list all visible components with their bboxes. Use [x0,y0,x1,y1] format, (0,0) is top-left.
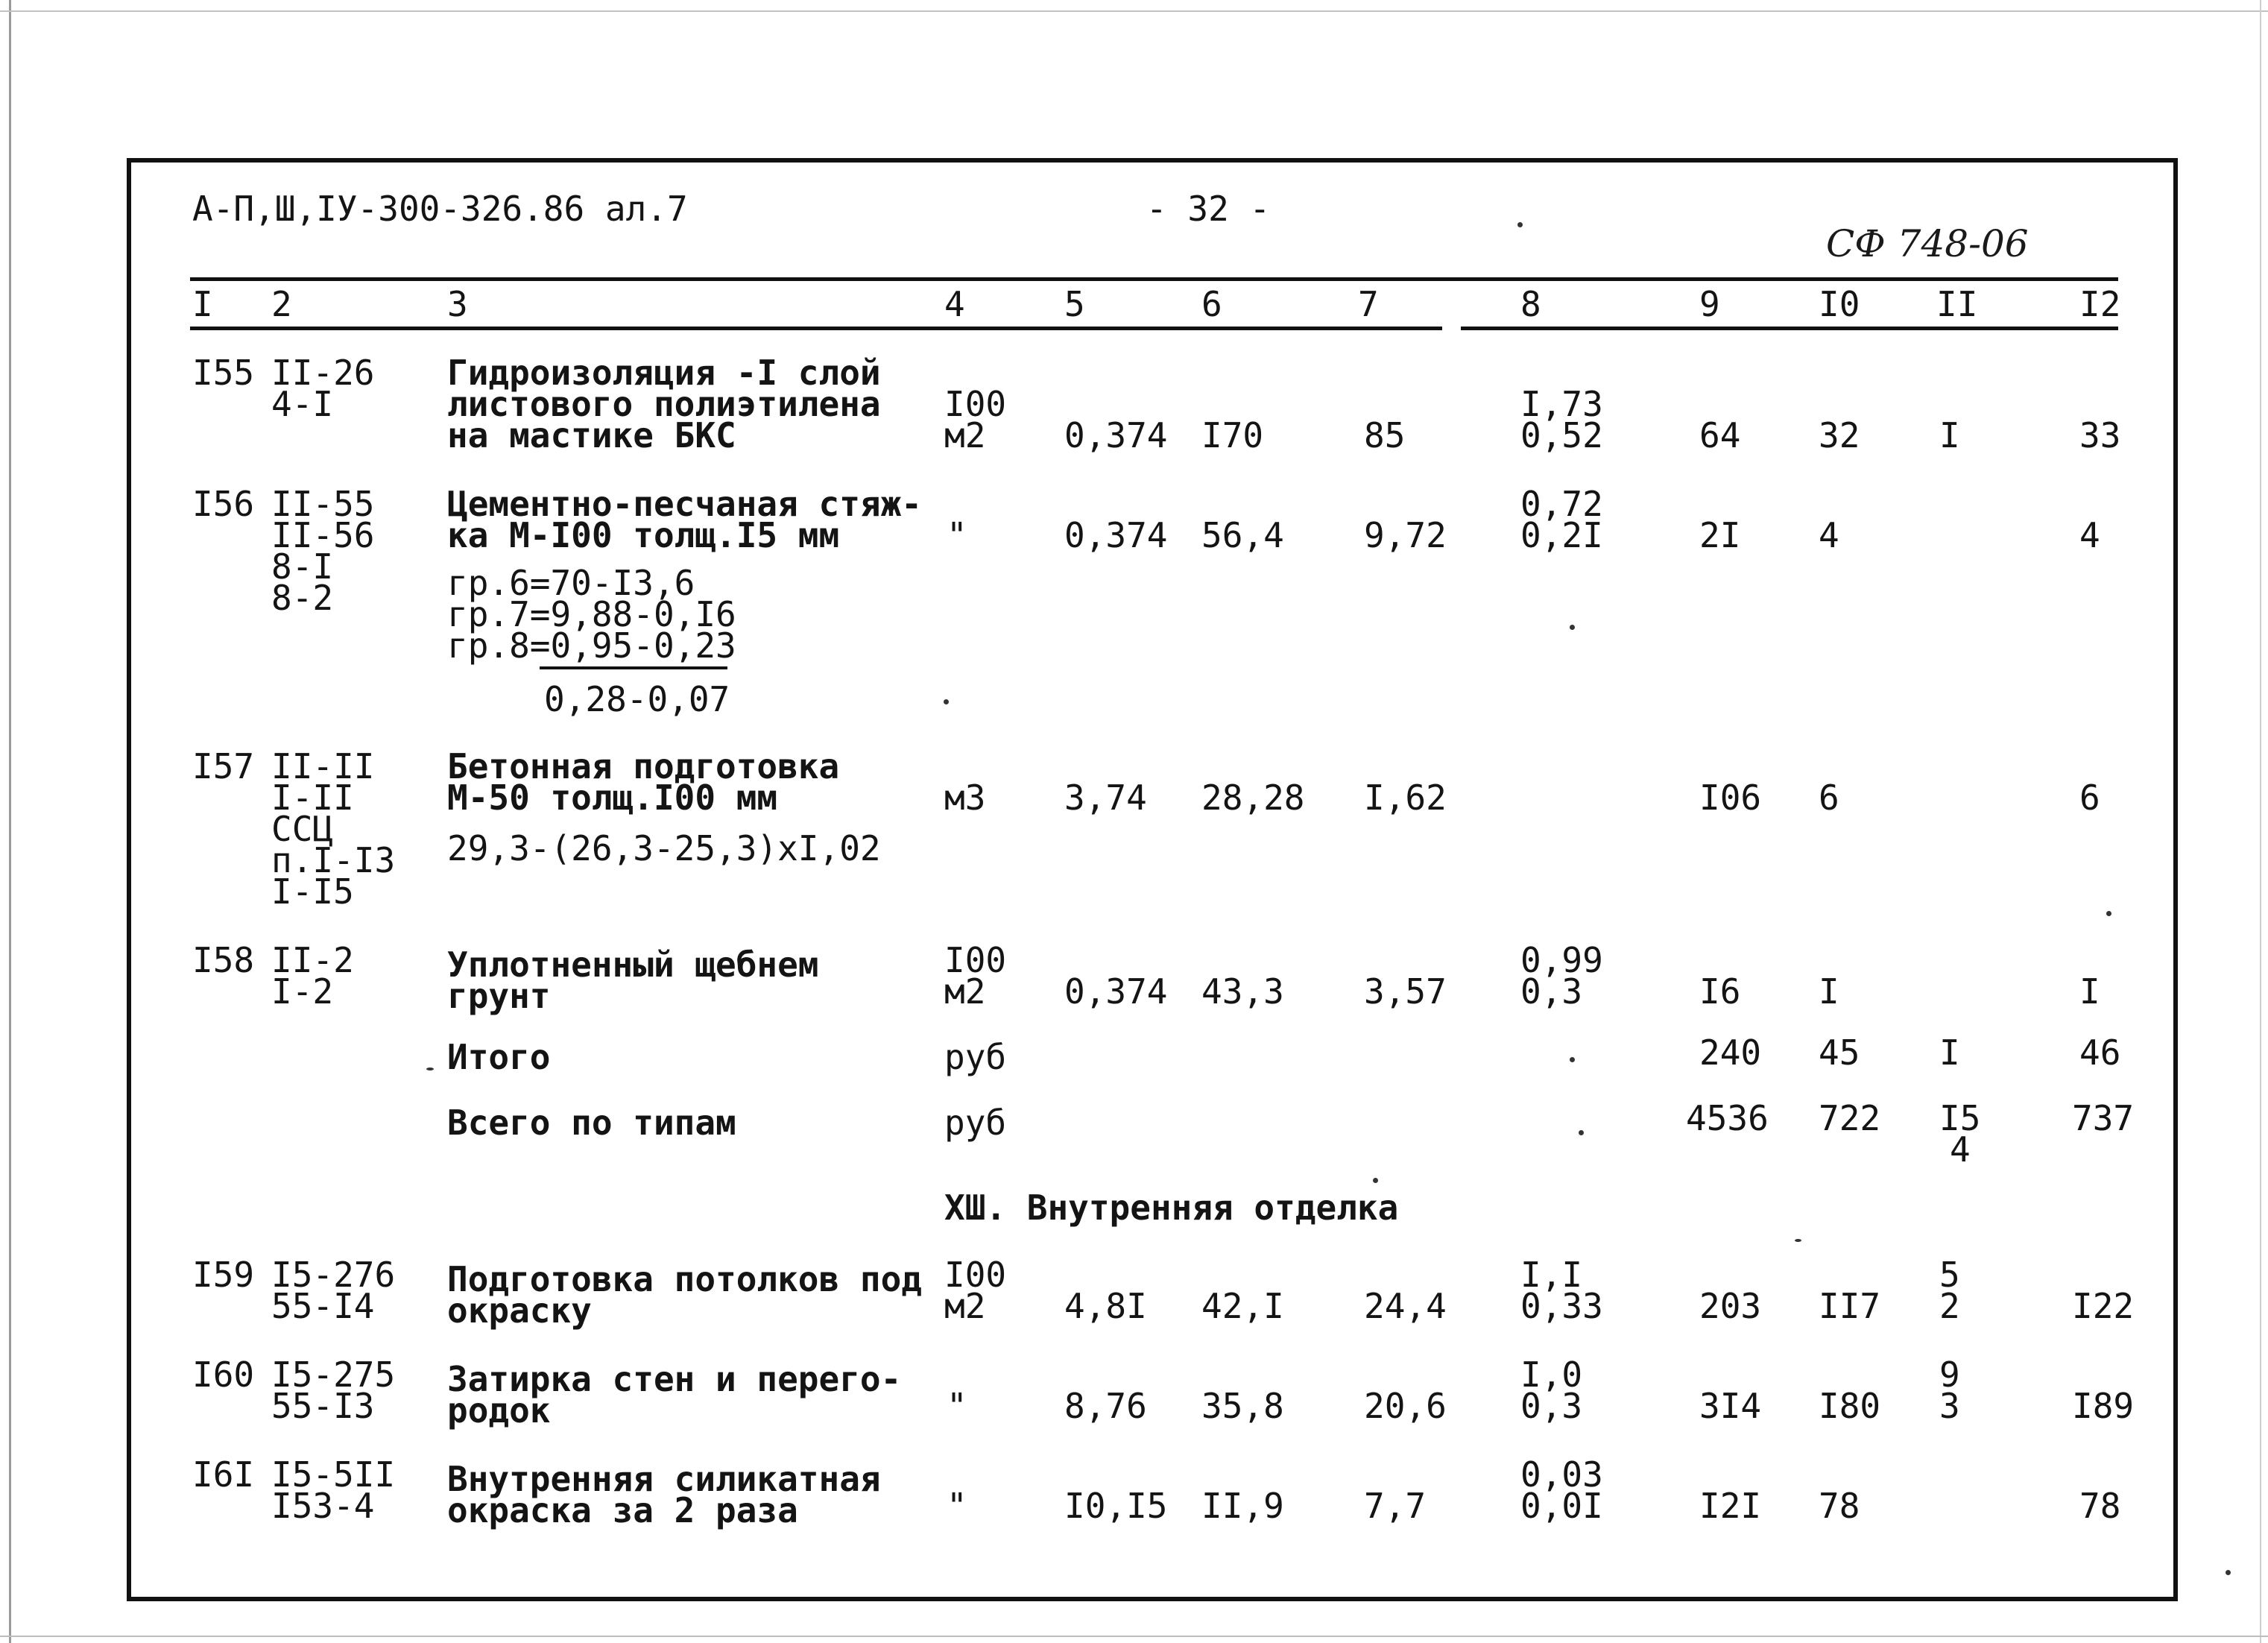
cell-value: 4 [2079,515,2100,555]
norm-code: I-II [271,778,354,818]
cell-value: 737 [2072,1098,2135,1138]
scan-edge [2260,0,2261,1643]
row-number: I55 [192,353,255,393]
cell-value: I22 [2072,1286,2135,1326]
scan-edge [9,0,11,1643]
page-frame [127,158,2178,1601]
calculation-result: 0,28-0,07 [544,679,730,719]
norm-code: I53-4 [271,1486,375,1526]
work-description: Бетонная подготовка [447,746,840,786]
page-number: - 32 - [1146,189,1271,229]
row-number: I57 [192,746,255,786]
cell-value: 6 [1819,778,1839,818]
unit: " [947,1486,967,1526]
handwritten-reference: СФ 748-06 [1826,222,2029,265]
cell-value: 0,2I [1520,515,1603,555]
scan-speck [1570,625,1575,630]
cell-value: I2I [1699,1486,1762,1526]
cell-value: I6 [1699,971,1741,1012]
cell-value: 0,99 [1520,940,1603,980]
scan-speck [2106,911,2111,916]
total-label: Всего по типам [447,1103,736,1143]
unit: руб [944,1103,1007,1143]
scan-speck [1373,1178,1378,1183]
scan-speck [426,1068,434,1070]
work-description: окраску [447,1290,592,1331]
cell-value: 4536 [1686,1098,1769,1138]
norm-code: II-56 [271,515,375,555]
calculation-note: гр.7=9,88-0,I6 [447,594,736,634]
work-description: Внутренняя силикатная [447,1459,881,1499]
column-header: 7 [1358,284,1379,324]
unit: м2 [944,415,986,455]
norm-code: п.I-I3 [271,840,396,880]
norm-code: 8-I [271,546,334,587]
norm-code: II-55 [271,484,375,524]
cell-value: 78 [1819,1486,1860,1526]
cell-value: II,9 [1201,1486,1284,1526]
cell-value: 0,3 [1520,1386,1583,1426]
unit: I00 [944,384,1007,424]
norm-code: 55-I4 [271,1286,375,1326]
cell-value: I,I [1520,1255,1583,1295]
quantity: I0,I5 [1064,1486,1168,1526]
cell-value: II7 [1819,1286,1881,1326]
cell-value: 3I4 [1699,1386,1762,1426]
norm-code: I-2 [271,971,334,1012]
subtotal-label: Итого [447,1037,551,1077]
norm-code: I5-5II [271,1454,396,1495]
unit: м2 [944,971,986,1012]
cell-value: 35,8 [1201,1386,1284,1426]
scan-speck [2226,1570,2231,1575]
row-number: I6I [192,1454,255,1495]
cell-value: I06 [1699,778,1762,818]
cell-value: 9 [1939,1355,1960,1395]
cell-value: 5 [1939,1255,1960,1295]
work-description: родок [447,1390,551,1431]
cell-value: 4 [1950,1129,1971,1170]
norm-code: I5-276 [271,1255,396,1295]
column-header: 4 [944,284,965,324]
column-header: 6 [1201,284,1222,324]
row-number: I58 [192,940,255,980]
cell-value: 3 [1939,1386,1960,1426]
scan-speck [944,699,949,704]
cell-value: 0,3 [1520,971,1583,1012]
cell-value: I,62 [1364,778,1447,818]
norm-code: 55-I3 [271,1386,375,1426]
cell-value: 0,0I [1520,1486,1603,1526]
unit: руб [944,1037,1007,1077]
cell-value: I,73 [1520,384,1603,424]
cell-value: I,0 [1520,1355,1583,1395]
norm-code: ССЦ [271,809,334,849]
norm-code: 8-2 [271,578,334,618]
cell-value: I [2079,971,2100,1012]
scan-edge [0,10,2268,12]
cell-value: 32 [1819,415,1860,455]
cell-value: 24,4 [1364,1286,1447,1326]
scan-edge [0,1636,2268,1637]
calculation-note: гр.8=0,95-0,23 [447,625,736,666]
quantity: 4,8I [1064,1286,1147,1326]
cell-value: 64 [1699,415,1741,455]
cell-value: 9,72 [1364,515,1447,555]
header-rule-bottom [1461,327,2118,330]
quantity: 0,374 [1064,515,1168,555]
cell-value: 0,52 [1520,415,1603,455]
unit: м2 [944,1286,986,1326]
column-header: II [1936,284,1978,324]
cell-value: I [1939,1032,1960,1073]
header-rule-bottom [190,327,1442,330]
norm-code: I5-275 [271,1355,396,1395]
scan-speck [1517,222,1523,227]
column-header: I2 [2079,284,2121,324]
section-heading: ХШ. Внутренняя отделка [944,1188,1399,1228]
cell-value: 46 [2079,1032,2121,1073]
quantity: 0,374 [1064,415,1168,455]
cell-value: 0,33 [1520,1286,1603,1326]
cell-value: 4 [1819,515,1839,555]
norm-code: II-II [271,746,375,786]
column-header: 9 [1699,284,1720,324]
norm-code: 4-I [271,384,334,424]
column-header: I [192,284,213,324]
work-description: листового полиэтилена [447,384,881,424]
cell-value: 20,6 [1364,1386,1447,1426]
cell-value: 43,3 [1201,971,1284,1012]
cell-value: 2 [1939,1286,1960,1326]
unit: " [947,515,967,555]
cell-value: 28,28 [1201,778,1305,818]
row-number: I56 [192,484,255,524]
unit: " [947,1386,967,1426]
cell-value: 2I [1699,515,1741,555]
work-description: грунт [447,976,551,1016]
work-description: Уплотненный щебнем [447,945,819,985]
unit: м3 [944,778,986,818]
cell-value: I [1819,971,1839,1012]
cell-value: 0,03 [1520,1454,1603,1495]
work-description: на мастике БКС [447,415,736,455]
cell-value: 0,72 [1520,484,1603,524]
cell-value: I89 [2072,1386,2135,1426]
calculation-note: 29,3-(26,3-25,3)хI,02 [447,828,881,868]
quantity: 8,76 [1064,1386,1147,1426]
column-header: 5 [1064,284,1085,324]
quantity: 3,74 [1064,778,1147,818]
work-description: Гидроизоляция -I слой [447,353,881,393]
norm-code: II-26 [271,353,375,393]
work-description: М-50 толщ.I00 мм [447,778,778,818]
scan-speck [1579,1130,1584,1135]
cell-value: 240 [1699,1032,1762,1073]
column-header: 2 [271,284,292,324]
cell-value: 45 [1819,1032,1860,1073]
cell-value: 3,57 [1364,971,1447,1012]
cell-value: 203 [1699,1286,1762,1326]
column-header: 3 [447,284,468,324]
row-number: I60 [192,1355,255,1395]
cell-value: 6 [2079,778,2100,818]
norm-code: II-2 [271,940,354,980]
cell-value: 85 [1364,415,1406,455]
work-description: Подготовка потолков под [447,1259,922,1299]
cell-value: 33 [2079,415,2121,455]
column-header: I0 [1819,284,1860,324]
cell-value: 7,7 [1364,1486,1427,1526]
scan-speck [1570,1057,1575,1062]
header-rule-top [190,277,2118,281]
fraction-rule [540,666,727,669]
work-description: Цементно-песчаная стяж- [447,484,922,524]
unit: I00 [944,1255,1007,1295]
cell-value: 722 [1819,1098,1881,1138]
cell-value: I [1939,415,1960,455]
work-description: окраска за 2 раза [447,1490,798,1530]
cell-value: 42,I [1201,1286,1284,1326]
work-description: ка М-I00 толщ.I5 мм [447,515,840,555]
scan-speck [1795,1239,1801,1242]
cell-value: I80 [1819,1386,1881,1426]
cell-value: 56,4 [1201,515,1284,555]
cell-value: 78 [2079,1486,2121,1526]
cell-value: I70 [1201,415,1264,455]
unit: I00 [944,940,1007,980]
quantity: 0,374 [1064,971,1168,1012]
norm-code: I-I5 [271,871,354,912]
cell-value: I5 [1939,1098,1981,1138]
work-description: Затирка стен и перего- [447,1359,902,1399]
document-code: А-П,Ш,IУ-300-326.86 ал.7 [192,189,688,229]
calculation-note: гр.6=70-I3,6 [447,563,695,603]
row-number: I59 [192,1255,255,1295]
column-header: 8 [1520,284,1541,324]
